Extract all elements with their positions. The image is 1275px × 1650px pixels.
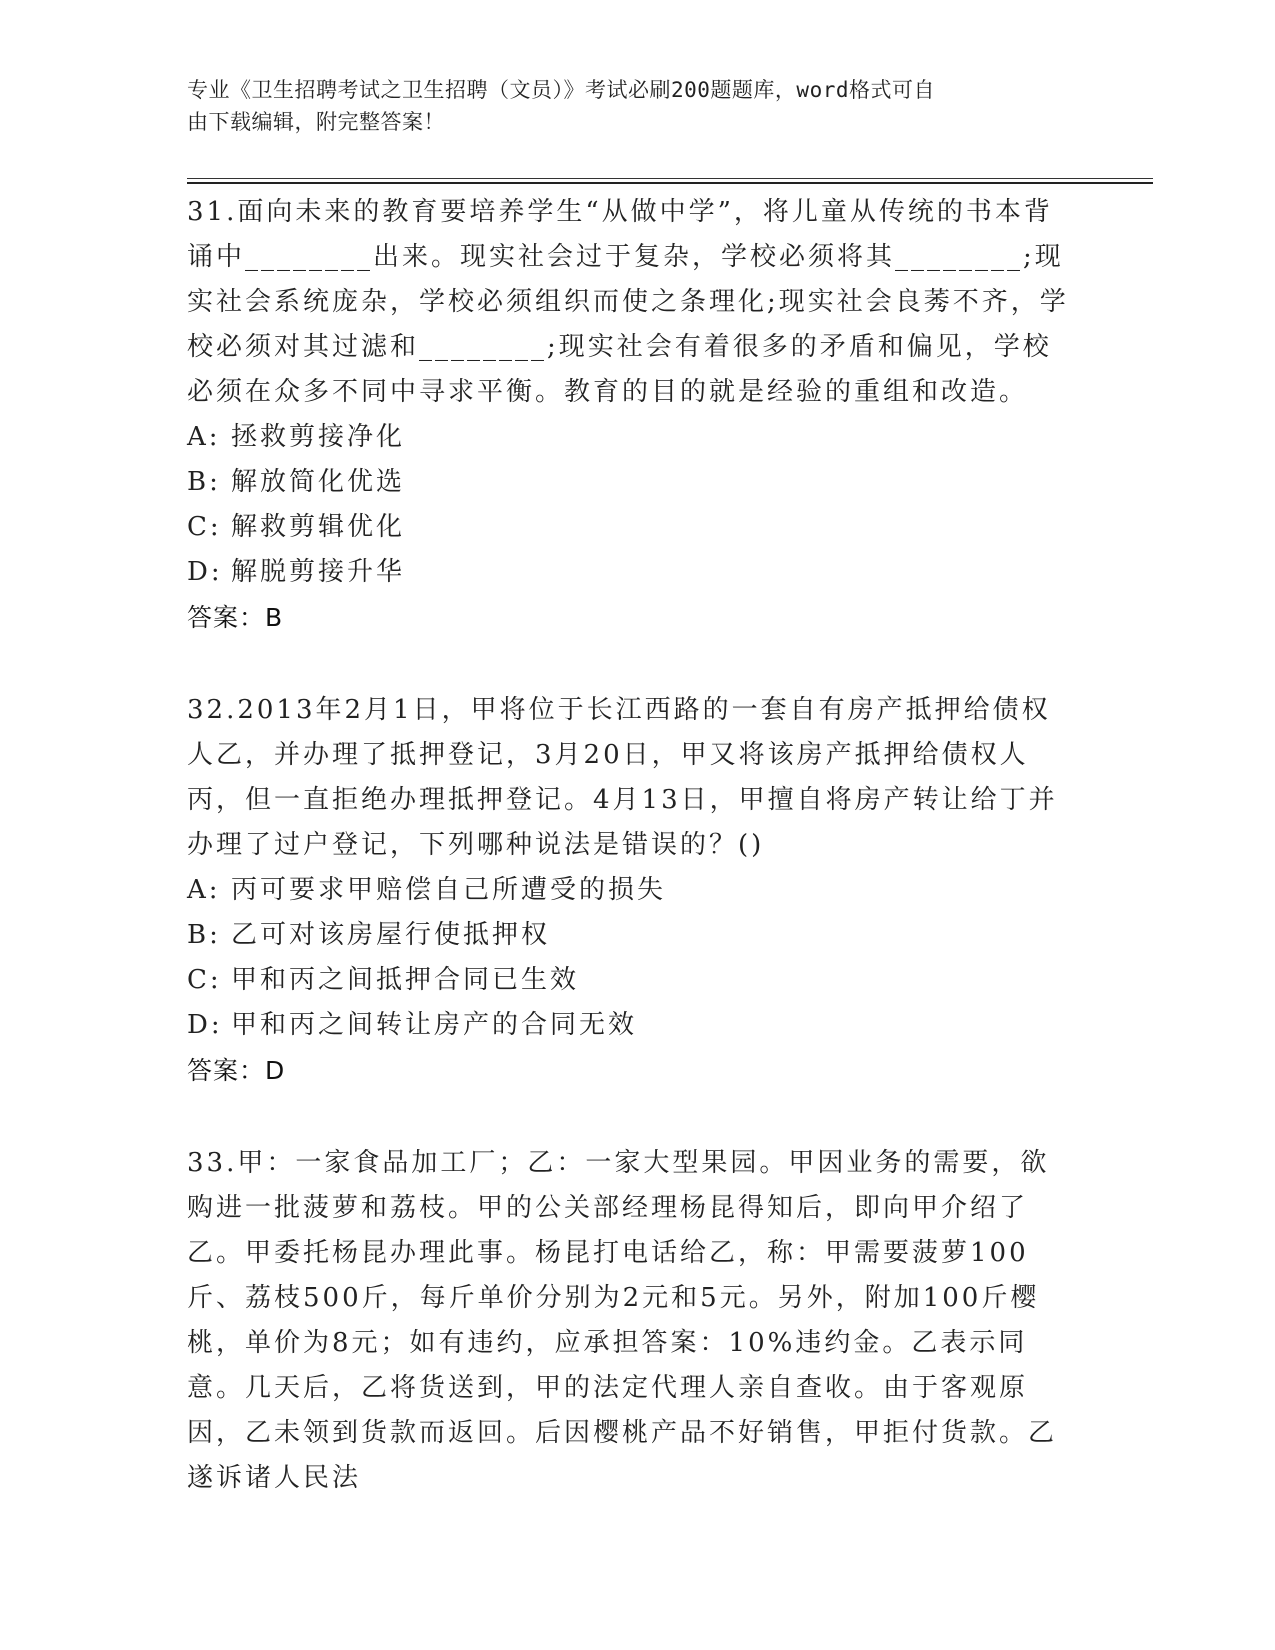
question-stem: 32.2013年2月1日，甲将位于长江西路的一套自有房产抵押给债权人乙，并办理了抵押登记，3月20日，甲又将该房产抵押给债权人丙，但一直拒绝办理抵押登记。4月13日，甲擅自将房产转让给丁并办理了过户登记，下列哪种说法是错误的？(): [187, 695, 1058, 860]
option-a: [187, 415, 1077, 460]
header-divider-thin: [187, 178, 1153, 179]
header-title-line-2: 由下载编辑，附完整答案！: [187, 110, 445, 134]
answer-line: [187, 1048, 1077, 1093]
answer-value: B: [265, 603, 284, 632]
option-list: [187, 868, 1077, 1048]
question-stem: 31.面向未来的教育要培养学生“从做中学”，将儿童从传统的书本背诵中________出来。现实社会过于复杂，学校必须将其________;现实社会系统庞杂，学校必须组织而使之条理化;现实社会良莠不齐，学校必须对其过滤和________;现实社会有着很多的矛盾和偏见，学校必须在众多不同中寻求平衡。教育的目的就是经验的重组和改造。: [187, 197, 1069, 407]
option-b: [187, 913, 1077, 958]
option-letter: C:: [187, 965, 222, 995]
option-letter: A:: [187, 875, 221, 905]
option-d: [187, 1003, 1077, 1048]
document-header: [187, 74, 1067, 138]
option-text: 乙可对该房屋行使抵押权: [231, 920, 551, 950]
option-text: 甲和丙之间抵押合同已生效: [231, 965, 580, 995]
question-list: [187, 190, 1077, 1549]
option-a: [187, 868, 1077, 913]
answer-value: D: [265, 1056, 286, 1085]
option-text: 甲和丙之间转让房产的合同无效: [231, 1010, 638, 1040]
option-letter: D:: [187, 557, 223, 587]
question-stem: 33.甲：一家食品加工厂；乙：一家大型果园。甲因业务的需要，欲购进一批菠萝和荔枝。甲的公关部经理杨昆得知后，即向甲介绍了乙。甲委托杨昆办理此事。杨昆打电话给乙，称：甲需要菠萝100斤、荔枝500斤，每斤单价分别为2元和5元。另外，附加100斤樱桃，单价为8元；如有违约，应承担答案：10%违约金。乙表示同意。几天后，乙将货送到，甲的法定代理人亲自查收。由于客观原因，乙未领到货款而返回。后因樱桃产品不好销售，甲拒付货款。乙遂诉诸人民法: [187, 1148, 1058, 1493]
option-text: 解放简化优选: [231, 467, 406, 497]
option-text: 解脱剪接升华: [231, 557, 406, 587]
option-text: 解救剪辑优化: [231, 512, 406, 542]
question-31: [187, 190, 1077, 640]
option-letter: C:: [187, 512, 222, 542]
option-text: 拯救剪接净化: [231, 422, 406, 452]
answer-label: 答案：: [187, 603, 266, 632]
option-text: 丙可要求甲赔偿自己所遭受的损失: [231, 875, 667, 905]
option-letter: D:: [187, 1010, 223, 1040]
option-list: [187, 415, 1077, 595]
option-d: [187, 550, 1077, 595]
header-title-line-1: 专业《卫生招聘考试之卫生招聘（文员）》考试必刷200题题库，word格式可自: [187, 78, 935, 102]
option-c: [187, 505, 1077, 550]
question-33: [187, 1141, 1077, 1501]
option-c: [187, 958, 1077, 1003]
header-divider-thick: [187, 182, 1153, 184]
answer-label: 答案：: [187, 1056, 266, 1085]
option-b: [187, 460, 1077, 505]
option-letter: B:: [187, 920, 221, 950]
answer-line: [187, 595, 1077, 640]
question-32: [187, 688, 1077, 1093]
option-letter: B:: [187, 467, 221, 497]
option-letter: A:: [187, 422, 221, 452]
